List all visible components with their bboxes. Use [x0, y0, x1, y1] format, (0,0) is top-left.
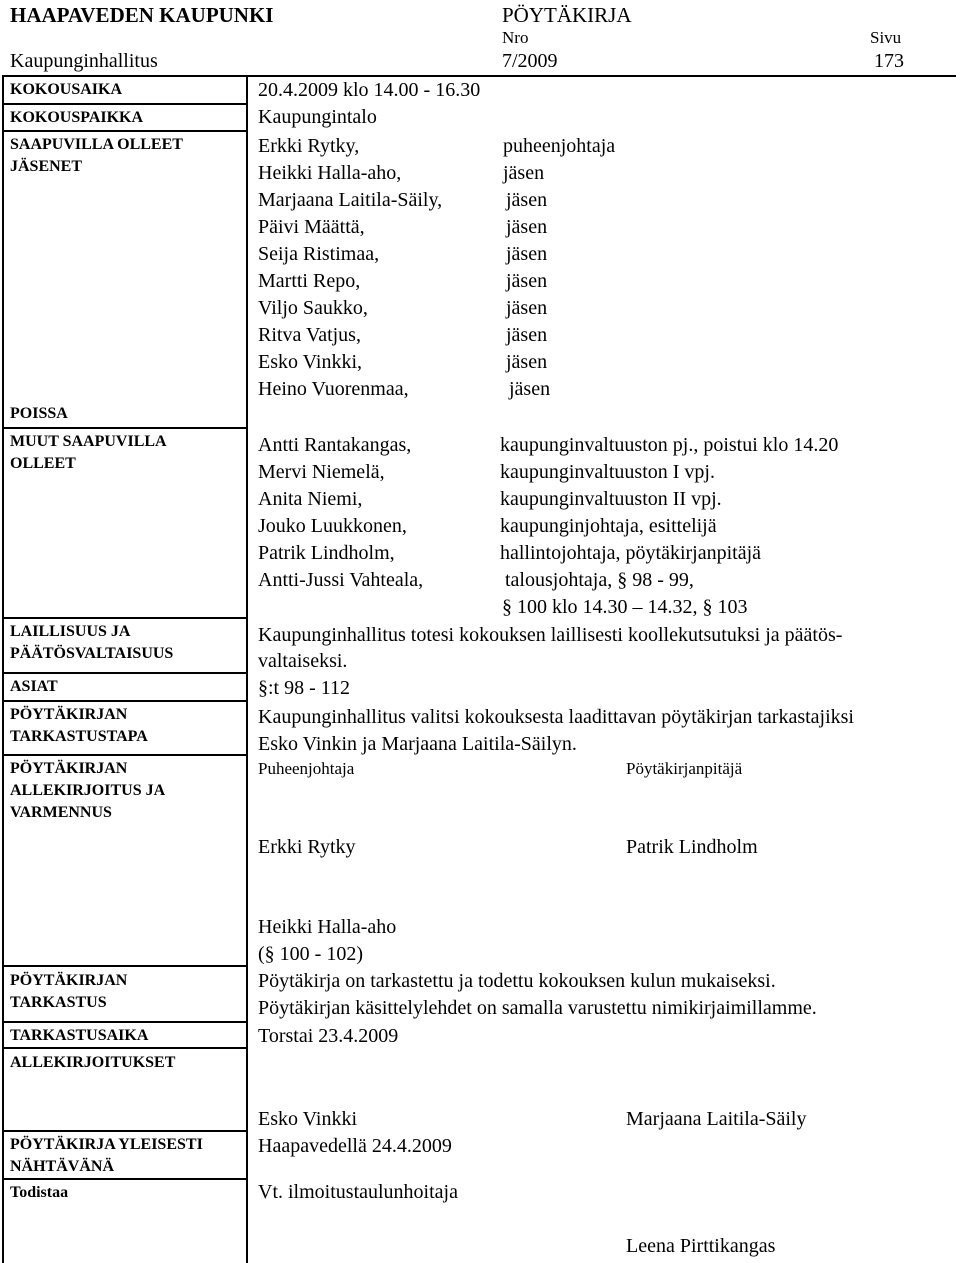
member-name: Seija Ristimaa, — [258, 243, 380, 265]
row-divider — [2, 103, 248, 105]
meeting-time-label: KOKOUSAIKA — [10, 81, 123, 98]
attest-name: Leena Pirttikangas — [626, 1235, 776, 1257]
row-divider — [2, 1021, 248, 1023]
chair-title: Puheenjohtaja — [258, 759, 355, 778]
extra-signer-note: (§ 100 - 102) — [258, 943, 363, 965]
legality-text: Kaupunginhallitus totesi kokouksen laillisesti koollekutsutuksi ja päätös- — [258, 624, 843, 646]
reviewer-1-name: Esko Vinkki — [258, 1108, 357, 1130]
others-present-label: MUUT SAAPUVILLA — [10, 433, 167, 450]
public-display-label-2: NÄHTÄVÄNÄ — [10, 1158, 114, 1175]
legality-label-2: PÄÄTÖSVALTAISUUS — [10, 645, 174, 662]
member-role-list — [503, 133, 615, 403]
secretary-title: Pöytäkirjanpitäjä — [626, 759, 743, 778]
other-person-name: Jouko Luukkonen, — [258, 515, 407, 537]
legality-text-2: valtaiseksi. — [258, 650, 348, 672]
other-person-name: Patrik Lindholm, — [258, 542, 395, 564]
review-method-text-2: Esko Vinkin ja Marjaana Laitila-Säilyn. — [258, 733, 577, 755]
absent-label: POISSA — [10, 405, 68, 422]
member-role: jäsen — [509, 378, 551, 400]
document-type: PÖYTÄKIRJA — [502, 3, 632, 27]
member-role: jäsen — [506, 351, 548, 373]
signatures-label: ALLEKIRJOITUKSET — [10, 1054, 176, 1071]
member-name: Päivi Määttä, — [258, 216, 365, 238]
review-time-value: Torstai 23.4.2009 — [258, 1025, 399, 1047]
city-name: HAAPAVEDEN KAUPUNKI — [10, 3, 274, 27]
member-name: Ritva Vatjus, — [258, 324, 361, 346]
row-divider — [2, 427, 248, 429]
review-method-label: PÖYTÄKIRJAN — [10, 706, 128, 723]
extra-signer-name: Heikki Halla-aho — [258, 916, 397, 938]
attest-title: Vt. ilmoitustaulunhoitaja — [258, 1181, 458, 1203]
row-divider — [2, 1130, 248, 1132]
present-members-label-2: JÄSENET — [10, 158, 83, 175]
member-name: Viljo Saukko, — [258, 297, 368, 319]
meeting-place-value: Kaupungintalo — [258, 106, 377, 128]
others-present-label-2: OLLEET — [10, 455, 76, 472]
others-name-list — [258, 432, 423, 594]
member-name: Heikki Halla-aho, — [258, 162, 402, 184]
matters-label: ASIAT — [10, 678, 58, 695]
review-label-2: TARKASTUS — [10, 994, 107, 1011]
matters-value: §:t 98 - 112 — [258, 677, 351, 699]
member-role: jäsen — [506, 189, 548, 211]
member-role: jäsen — [506, 243, 548, 265]
signing-label-2: ALLEKIRJOITUS JA — [10, 782, 166, 799]
member-name: Martti Repo, — [258, 270, 361, 292]
other-person-role: kaupunginvaltuuston pj., poistui klo 14.20 — [500, 434, 839, 456]
review-method-label-2: TARKASTUSTAPA — [10, 728, 148, 745]
meeting-place-label: KOKOUSPAIKKA — [10, 109, 144, 126]
row-divider — [2, 965, 248, 967]
review-text-2: Pöytäkirjan käsittelylehdet on samalla varustettu nimikirjaimillamme. — [258, 997, 817, 1019]
other-role-continuation: § 100 klo 14.30 – 14.32, § 103 — [502, 596, 748, 618]
row-divider — [2, 700, 248, 702]
signing-label-3: VARMENNUS — [10, 804, 112, 821]
other-person-role: hallintojohtaja, pöytäkirjanpitäjä — [500, 542, 762, 564]
organ-name: Kaupunginhallitus — [10, 50, 158, 72]
present-members-label: SAAPUVILLA OLLEET — [10, 136, 183, 153]
row-divider — [2, 617, 248, 619]
row-divider — [2, 1047, 248, 1049]
meeting-time-value: 20.4.2009 klo 14.00 - 16.30 — [258, 79, 481, 101]
row-divider — [2, 130, 248, 132]
member-role: jäsen — [503, 162, 545, 184]
member-name: Esko Vinkki, — [258, 351, 362, 373]
other-person-role: kaupunginvaltuuston I vpj. — [500, 461, 715, 483]
legality-label: LAILLISUUS JA — [10, 623, 131, 640]
signing-label: PÖYTÄKIRJAN — [10, 760, 128, 777]
member-name: Marjaana Laitila-Säily, — [258, 189, 443, 211]
public-display-value: Haapavedellä 24.4.2009 — [258, 1135, 452, 1157]
member-name: Erkki Rytky, — [258, 135, 360, 157]
others-role-list — [500, 432, 838, 594]
page-number: 173 — [874, 50, 904, 72]
member-name-list — [258, 133, 442, 403]
member-role: jäsen — [506, 324, 548, 346]
public-display-label: PÖYTÄKIRJA YLEISESTI — [10, 1136, 203, 1153]
attest-label: Todistaa — [10, 1184, 69, 1201]
member-role: jäsen — [506, 270, 548, 292]
member-name: Heino Vuorenmaa, — [258, 378, 409, 400]
other-person-role: kaupunginvaltuuston II vpj. — [500, 488, 722, 510]
other-person-role: kaupunginjohtaja, esittelijä — [500, 515, 717, 537]
chair-name: Erkki Rytky — [258, 836, 356, 858]
row-divider — [2, 1178, 248, 1180]
other-person-name: Antti Rantakangas, — [258, 434, 412, 456]
other-person-name: Antti-Jussi Vahteala, — [258, 569, 424, 591]
other-person-role: talousjohtaja, § 98 - 99, — [505, 569, 694, 591]
nro-label: Nro — [502, 28, 529, 47]
other-person-name: Mervi Niemelä, — [258, 461, 385, 483]
review-text: Pöytäkirja on tarkastettu ja todettu kokouksen kulun mukaiseksi. — [258, 970, 776, 992]
row-divider — [2, 754, 248, 756]
other-person-name: Anita Niemi, — [258, 488, 363, 510]
page-label: Sivu — [870, 28, 902, 47]
left-border — [2, 75, 4, 1263]
row-divider — [2, 672, 248, 674]
nro-value: 7/2009 — [502, 50, 558, 72]
member-role: jäsen — [506, 297, 548, 319]
review-label: PÖYTÄKIRJAN — [10, 972, 128, 989]
reviewer-2-name: Marjaana Laitila-Säily — [626, 1108, 807, 1130]
label-column-divider — [246, 75, 248, 1263]
member-role: puheenjohtaja — [503, 135, 616, 157]
review-time-label: TARKASTUSAIKA — [10, 1027, 149, 1044]
secretary-name: Patrik Lindholm — [626, 836, 758, 858]
member-role: jäsen — [506, 216, 548, 238]
review-method-text: Kaupunginhallitus valitsi kokouksesta laadittavan pöytäkirjan tarkastajiksi — [258, 706, 854, 728]
